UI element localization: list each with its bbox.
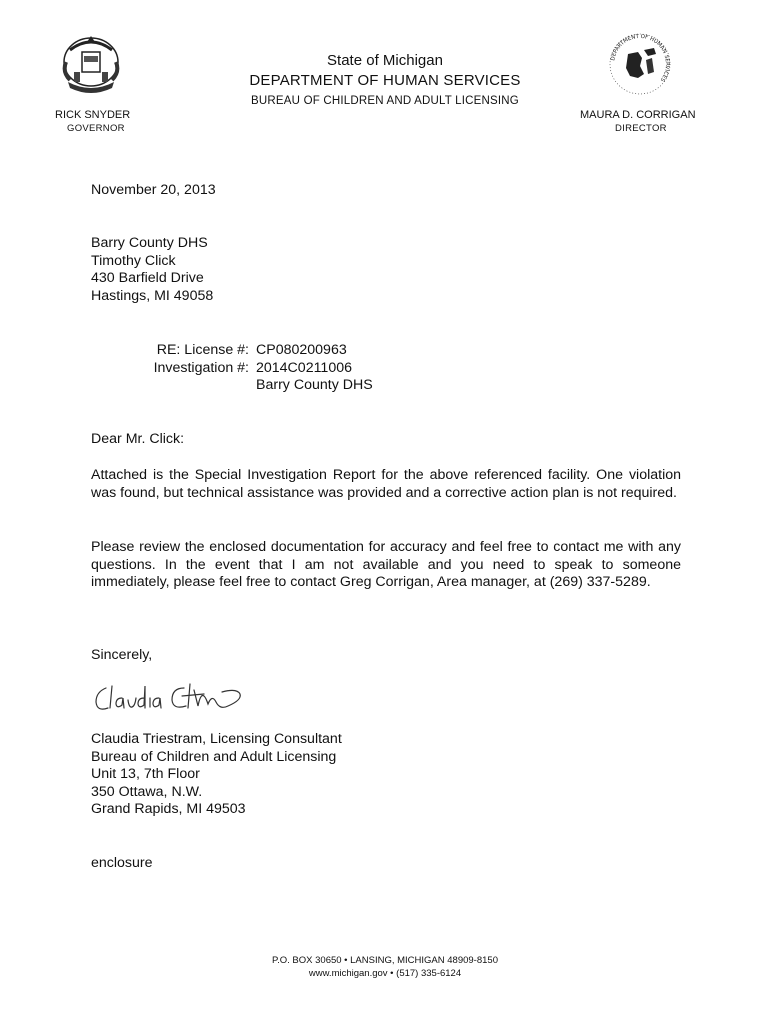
recipient-line: Timothy Click: [91, 252, 176, 269]
header-department: DEPARTMENT OF HUMAN SERVICES: [249, 72, 521, 89]
re-label: RE: License #:: [156, 342, 249, 358]
svg-text:DEPARTMENT OF HUMAN SERVICES: DEPARTMENT OF HUMAN SERVICES: [610, 33, 671, 83]
governor-title: GOVERNOR: [67, 123, 125, 134]
recipient-address: [91, 235, 213, 305]
enclosure-note: enclosure: [91, 855, 153, 871]
paragraph: Attached is the Special Investigation Report for the above referenced facility. One violation was found, but technical assistance was provided and a corrective action plan is not required.: [91, 467, 681, 501]
re-value: Barry County DHS: [256, 377, 373, 393]
re-values: [256, 342, 373, 395]
signature-block: [91, 731, 342, 819]
director-name: MAURA D. CORRIGAN: [580, 109, 696, 121]
re-label: Investigation #:: [153, 359, 249, 376]
signer-line: Grand Rapids, MI 49503: [91, 801, 246, 817]
salutation: Dear Mr. Click:: [91, 431, 185, 447]
signer-line: Bureau of Children and Adult Licensing: [91, 748, 337, 765]
header-state: State of Michigan: [327, 52, 443, 69]
signer-line: Claudia Triestram, Licensing Consultant: [91, 731, 342, 747]
recipient-line: Hastings, MI 49058: [91, 287, 214, 304]
governor-name: RICK SNYDER: [55, 109, 131, 121]
closing: Sincerely,: [91, 647, 153, 663]
re-labels: [91, 342, 249, 395]
recipient-line: 430 Barfield Drive: [91, 270, 204, 286]
signer-line: 350 Ottawa, N.W.: [91, 783, 203, 800]
footer-contact: www.michigan.gov • (517) 335-6124: [308, 968, 462, 979]
director-title: DIRECTOR: [615, 123, 667, 134]
signer-line: Unit 13, 7th Floor: [91, 766, 200, 782]
re-value: CP080200963: [256, 342, 347, 358]
footer-address: P.O. BOX 30650 • LANSING, MICHIGAN 48909-8150: [272, 955, 498, 966]
letter-date: November 20, 2013: [91, 182, 216, 198]
re-label: [91, 377, 249, 395]
header-bureau: BUREAU OF CHILDREN AND ADULT LICENSING: [251, 95, 519, 107]
re-value: 2014C0211006: [256, 359, 352, 376]
handwritten-signature: [92, 676, 262, 718]
paragraph: Please review the enclosed documentation for accuracy and feel free to contact me with any questions. In the event that I am not available and you need to speak to someone immediately, please feel free to contact Greg Corrigan, Area manager, at (269) 337-5289.: [91, 539, 681, 590]
recipient-line: Barry County DHS: [91, 235, 208, 251]
